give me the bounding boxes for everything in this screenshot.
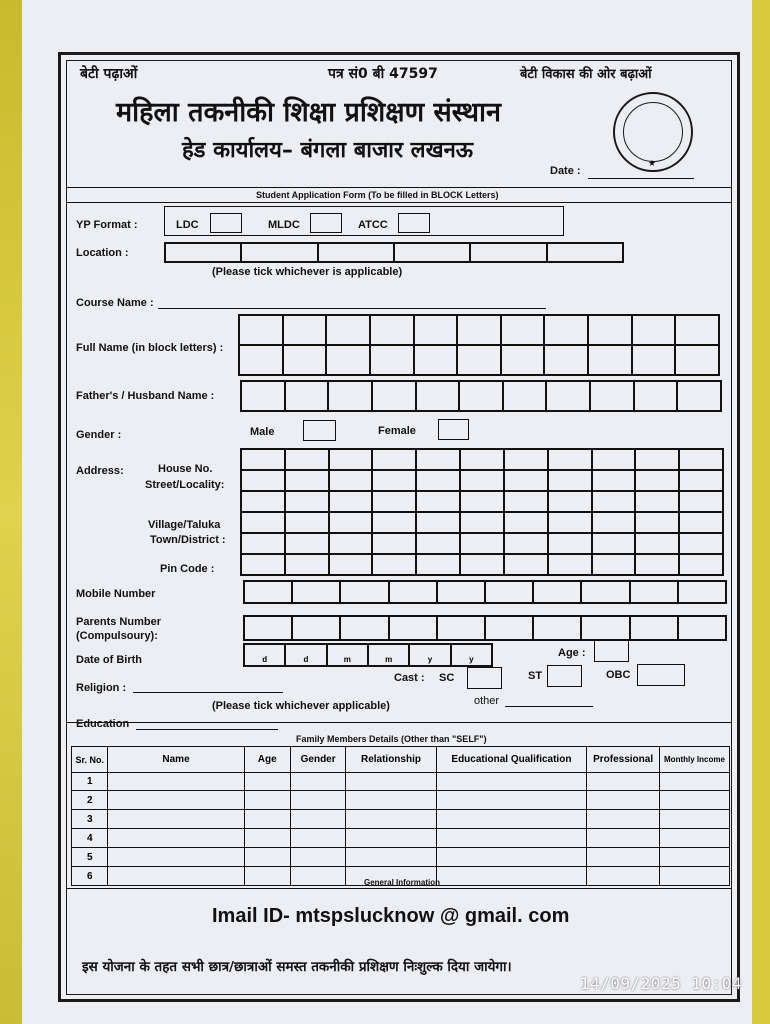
full-name-label: Full Name (in block letters) :: [76, 342, 224, 354]
location-label: Location :: [76, 247, 129, 259]
table-cell[interactable]: [108, 829, 244, 848]
cast-sc-label: SC: [439, 672, 455, 684]
location-boxes[interactable]: [164, 242, 624, 263]
institute-seal-icon: ★: [613, 92, 693, 172]
table-cell[interactable]: [108, 773, 244, 791]
table-cell[interactable]: [290, 791, 345, 810]
dob-boxes[interactable]: [243, 643, 493, 667]
table-row: [72, 829, 730, 848]
father-name-boxes[interactable]: [240, 380, 722, 412]
religion-field[interactable]: [133, 692, 283, 693]
head-office: हेड कार्यालय– बंगला बाजार लखनऊ: [182, 138, 474, 163]
table-cell[interactable]: [108, 791, 244, 810]
table-row: [72, 848, 730, 867]
table-cell[interactable]: [244, 791, 290, 810]
female-checkbox[interactable]: [438, 419, 469, 440]
row-number: 6: [72, 867, 108, 886]
general-info-label: General Information: [364, 878, 441, 887]
table-cell[interactable]: [587, 791, 660, 810]
form-title: Student Application Form (To be filled in BLOCK Letters): [256, 190, 499, 200]
table-cell[interactable]: [108, 810, 244, 829]
table-cell[interactable]: [436, 791, 587, 810]
divider: [66, 187, 732, 188]
dob-cell[interactable]: m: [327, 644, 368, 666]
table-cell[interactable]: [108, 848, 244, 867]
table-cell[interactable]: [244, 810, 290, 829]
gender-male-label: Male: [250, 426, 275, 438]
dob-cell[interactable]: d: [285, 644, 326, 666]
table-cell[interactable]: [587, 848, 660, 867]
divider: [66, 888, 732, 889]
house-label: House No.: [158, 463, 213, 475]
family-title: Family Members Details (Other than "SELF"): [296, 734, 487, 744]
row-number: 4: [72, 829, 108, 848]
cast-label: Cast :: [394, 672, 425, 684]
pin-code-label: Pin Code :: [160, 563, 215, 575]
left-slogan: बेटी पढ़ाओं: [80, 66, 138, 82]
table-cell[interactable]: [346, 773, 436, 791]
mobile-number-label: Mobile Number: [76, 588, 156, 600]
dob-cell[interactable]: d: [244, 644, 285, 666]
photo-timestamp: 14/09/2025 10:04: [579, 974, 742, 993]
st-checkbox[interactable]: [547, 665, 582, 687]
table-cell[interactable]: [587, 810, 660, 829]
age-box[interactable]: [594, 640, 629, 662]
other-label: other: [474, 695, 500, 707]
yp-format-label: YP Format :: [76, 219, 138, 231]
right-slogan: बेटी विकास की ओर बढ़ाओं: [520, 67, 652, 82]
table-cell[interactable]: [436, 773, 587, 791]
street-label: Street/Locality:: [145, 479, 225, 491]
town-label: Town/District :: [150, 534, 226, 546]
yp-option-ldc: LDC: [176, 219, 199, 231]
tick-note-2: (Please tick whichever applicable): [212, 700, 390, 712]
table-cell[interactable]: [659, 773, 729, 791]
table-cell[interactable]: [244, 829, 290, 848]
table-row: [72, 791, 730, 810]
table-cell[interactable]: [290, 829, 345, 848]
male-checkbox[interactable]: [303, 420, 336, 441]
table-row: [72, 773, 730, 791]
mldc-checkbox[interactable]: [310, 213, 342, 233]
address-boxes[interactable]: [240, 448, 724, 576]
mobile-number-boxes[interactable]: [243, 580, 727, 604]
table-cell[interactable]: [659, 848, 729, 867]
cast-st-label: ST: [528, 670, 543, 682]
family-table: [71, 746, 730, 886]
yp-option-mldc: MLDC: [268, 219, 300, 231]
father-name-label: Father's / Husband Name :: [76, 390, 215, 402]
ldc-checkbox[interactable]: [210, 213, 242, 233]
religion-label: Religion :: [76, 682, 127, 694]
table-cell[interactable]: [290, 867, 345, 886]
yp-option-atcc: ATCC: [358, 219, 388, 231]
table-cell[interactable]: [587, 773, 660, 791]
table-cell[interactable]: [436, 848, 587, 867]
divider: [66, 722, 732, 723]
col-relationship: Relationship: [346, 747, 436, 773]
table-cell[interactable]: [346, 848, 436, 867]
cast-obc-label: OBC: [606, 669, 631, 681]
table-cell[interactable]: [290, 848, 345, 867]
col-gender: Gender: [290, 747, 345, 773]
col-professional: Professional: [587, 747, 660, 773]
course-name-label: Course Name :: [76, 297, 154, 309]
other-field[interactable]: [505, 706, 593, 707]
gender-female-label: Female: [378, 425, 416, 437]
gender-label: Gender :: [76, 429, 122, 441]
parents-number-label: Parents Number: [76, 616, 161, 628]
course-name-field[interactable]: [158, 308, 546, 309]
scheme-note: इस योजना के तहत सभी छात्र/छात्राओं समस्त तकनीकी प्रशिक्षण निःशुल्क दिया जायेगा।: [82, 959, 512, 975]
table-cell[interactable]: [346, 829, 436, 848]
table-cell[interactable]: [290, 810, 345, 829]
table-cell[interactable]: [244, 867, 290, 886]
date-label: Date :: [550, 165, 581, 177]
table-cell[interactable]: [587, 867, 660, 886]
dob-cell[interactable]: y: [409, 644, 450, 666]
row-number: 3: [72, 810, 108, 829]
dob-cell[interactable]: m: [368, 644, 409, 666]
col-age: Age: [244, 747, 290, 773]
table-cell[interactable]: [659, 810, 729, 829]
address-label: Address:: [76, 465, 124, 477]
row-number: 1: [72, 773, 108, 791]
table-cell[interactable]: [436, 867, 587, 886]
tick-note: (Please tick whichever is applicable): [212, 266, 403, 278]
education-field[interactable]: [136, 729, 278, 730]
table-cell[interactable]: [108, 867, 244, 886]
table-cell[interactable]: [659, 867, 729, 886]
table-cell[interactable]: [346, 810, 436, 829]
atcc-checkbox[interactable]: [398, 213, 430, 233]
email-line: Imail ID- mtspslucknow @ gmail. com: [212, 905, 570, 927]
table-cell[interactable]: [244, 773, 290, 791]
row-number: 2: [72, 791, 108, 810]
divider: [66, 202, 732, 203]
table-cell[interactable]: [659, 829, 729, 848]
table-cell[interactable]: [436, 810, 587, 829]
table-cell[interactable]: [436, 829, 587, 848]
table-cell[interactable]: [659, 791, 729, 810]
table-cell[interactable]: [346, 791, 436, 810]
table-cell[interactable]: [290, 773, 345, 791]
full-name-boxes[interactable]: [238, 314, 720, 376]
table-cell[interactable]: [587, 829, 660, 848]
col-monthly-income: Monthly Income: [659, 747, 729, 773]
date-field[interactable]: [588, 178, 694, 179]
obc-checkbox[interactable]: [637, 664, 685, 686]
dob-label: Date of Birth: [76, 654, 142, 666]
col-sr-no: Sr. No.: [72, 747, 108, 773]
parents-number-boxes[interactable]: [243, 615, 727, 641]
sc-checkbox[interactable]: [467, 667, 502, 689]
parents-number-note: (Compulsoury):: [76, 630, 158, 642]
registration-number: पत्र सं0 बी 47597: [328, 66, 438, 82]
col-name: Name: [108, 747, 244, 773]
institute-name: महिला तकनीकी शिक्षा प्रशिक्षण संस्थान: [116, 97, 501, 128]
age-label: Age :: [558, 647, 586, 659]
table-cell[interactable]: [244, 848, 290, 867]
col-education: Educational Qualification: [436, 747, 587, 773]
education-label: Education: [76, 718, 130, 730]
table-row: [72, 810, 730, 829]
row-number: 5: [72, 848, 108, 867]
village-label: Village/Taluka: [148, 519, 221, 531]
dob-cell[interactable]: y: [451, 644, 492, 666]
